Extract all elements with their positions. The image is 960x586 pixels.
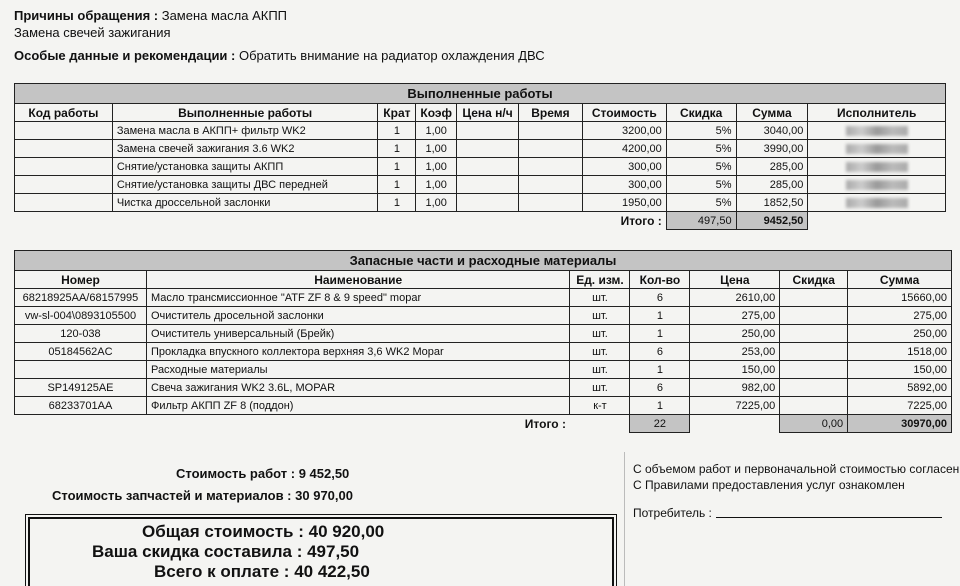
works-cell-koef: 1,00 — [416, 140, 457, 158]
reason-line-2: Замена свечей зажигания — [14, 25, 171, 40]
works-cell-time — [519, 140, 583, 158]
parts-cell-sum: 275,00 — [848, 307, 952, 325]
parts-row — [15, 343, 952, 361]
special-line — [14, 48, 545, 63]
parts-cell-unit: шт. — [570, 307, 630, 325]
parts-cell-num: 120-038 — [15, 325, 147, 343]
works-cell-time — [519, 194, 583, 212]
col-header: Крат — [378, 104, 416, 122]
col-header: Стоимость — [582, 104, 666, 122]
parts-cell-unit: к-т — [570, 397, 630, 415]
summary-works-label: Стоимость работ : — [176, 466, 296, 481]
parts-cell-price: 2610,00 — [690, 289, 780, 307]
works-cell-sum: 285,00 — [736, 158, 808, 176]
parts-cell-sum: 5892,00 — [848, 379, 952, 397]
parts-cell-sum: 250,00 — [848, 325, 952, 343]
parts-total-qty: 22 — [630, 415, 690, 433]
col-header: Номер — [15, 271, 147, 289]
works-cell-price — [457, 140, 519, 158]
total-value: 40 920,00 — [308, 522, 385, 541]
parts-total-discount: 0,00 — [780, 415, 848, 433]
works-cell-code — [15, 158, 113, 176]
col-header: Кол-во — [630, 271, 690, 289]
parts-row — [15, 397, 952, 415]
col-header: Сумма — [848, 271, 952, 289]
reason-line — [14, 8, 287, 23]
works-cell-disc: 5% — [666, 194, 736, 212]
parts-cell-name: Свеча зажигания WK2 3.6L, MOPAR — [146, 379, 570, 397]
redacted-name — [846, 198, 908, 208]
redacted-name — [846, 162, 908, 172]
works-cell-time — [519, 122, 583, 140]
redacted-name — [846, 126, 908, 136]
works-row — [15, 122, 946, 140]
parts-cell-qty: 1 — [630, 325, 690, 343]
col-header: Скидка — [780, 271, 848, 289]
works-cell-price — [457, 194, 519, 212]
works-cell-disc: 5% — [666, 122, 736, 140]
works-cell-cost: 300,00 — [582, 176, 666, 194]
summary-works-value: 9 452,50 — [298, 466, 350, 481]
summary-parts-label: Стоимость запчастей и материалов : — [52, 488, 292, 503]
parts-cell-name: Расходные материалы — [146, 361, 570, 379]
total-line — [142, 522, 384, 542]
parts-cell-sum: 15660,00 — [848, 289, 952, 307]
discount-value: 497,50 — [307, 542, 360, 561]
parts-row — [15, 307, 952, 325]
pay-line — [154, 562, 370, 582]
parts-cell-price: 253,00 — [690, 343, 780, 361]
works-cell-krat: 1 — [378, 176, 416, 194]
works-cell-sum: 3040,00 — [736, 122, 808, 140]
col-header: Цена н/ч — [457, 104, 519, 122]
parts-cell-num: vw-sl-004\0893105500 — [15, 307, 147, 325]
divider — [624, 452, 625, 586]
parts-cell-qty: 1 — [630, 307, 690, 325]
works-row — [15, 194, 946, 212]
pay-label: Всего к оплате : — [154, 562, 290, 581]
works-cell-code — [15, 176, 113, 194]
parts-cell-num: 05184562AC — [15, 343, 147, 361]
parts-cell-name: Очиститель универсальный (Брейк) — [146, 325, 570, 343]
parts-table — [14, 250, 952, 433]
works-cell-code — [15, 140, 113, 158]
works-cell-executor — [808, 122, 946, 140]
works-cell-krat: 1 — [378, 140, 416, 158]
works-cell-price — [457, 122, 519, 140]
works-table — [14, 83, 946, 230]
parts-title: Запасные части и расходные материалы — [15, 251, 952, 271]
parts-cell-disc — [780, 379, 848, 397]
parts-row — [15, 379, 952, 397]
works-cell-executor — [808, 194, 946, 212]
works-cell-koef: 1,00 — [416, 158, 457, 176]
parts-cell-sum: 7225,00 — [848, 397, 952, 415]
works-total-discount: 497,50 — [666, 212, 736, 230]
parts-cell-qty: 6 — [630, 379, 690, 397]
parts-cell-unit: шт. — [570, 289, 630, 307]
works-cell-krat: 1 — [378, 194, 416, 212]
works-cell-time — [519, 158, 583, 176]
works-cell-name: Снятие/установка защиты АКПП — [112, 158, 378, 176]
col-header: Сумма — [736, 104, 808, 122]
works-cell-name: Замена свечей зажигания 3.6 WK2 — [112, 140, 378, 158]
parts-cell-price: 982,00 — [690, 379, 780, 397]
discount-label: Ваша скидка составила : — [92, 542, 303, 561]
works-cell-price — [457, 176, 519, 194]
col-header: Время — [519, 104, 583, 122]
works-total-sum: 9452,50 — [736, 212, 808, 230]
works-title: Выполненные работы — [15, 84, 946, 104]
works-cell-code — [15, 122, 113, 140]
parts-cell-sum: 150,00 — [848, 361, 952, 379]
works-cell-krat: 1 — [378, 158, 416, 176]
parts-cell-disc — [780, 361, 848, 379]
works-cell-koef: 1,00 — [416, 122, 457, 140]
parts-cell-disc — [780, 343, 848, 361]
signature-line — [716, 517, 942, 518]
reason-label: Причины обращения : — [14, 8, 159, 23]
parts-cell-disc — [780, 289, 848, 307]
parts-cell-qty: 1 — [630, 361, 690, 379]
summary-parts — [52, 488, 353, 503]
parts-cell-qty: 6 — [630, 289, 690, 307]
works-cell-krat: 1 — [378, 122, 416, 140]
col-header: Цена — [690, 271, 780, 289]
special-label: Особые данные и рекомендации : — [14, 48, 236, 63]
col-header: Скидка — [666, 104, 736, 122]
col-header: Выполненные работы — [112, 104, 378, 122]
parts-cell-name: Фильтр АКПП ZF 8 (поддон) — [146, 397, 570, 415]
parts-cell-name: Прокладка впускного коллектора верхняя 3,6 WK2 Mopar — [146, 343, 570, 361]
works-cell-executor — [808, 158, 946, 176]
works-cell-sum: 3990,00 — [736, 140, 808, 158]
parts-cell-qty: 1 — [630, 397, 690, 415]
col-header: Ед. изм. — [570, 271, 630, 289]
works-cell-name: Замена масла в АКПП+ фильтр WK2 — [112, 122, 378, 140]
parts-cell-unit: шт. — [570, 379, 630, 397]
parts-cell-name: Масло трансмиссионное "ATF ZF 8 & 9 speed" mopar — [146, 289, 570, 307]
total-label: Общая стоимость : — [142, 522, 304, 541]
col-header: Коэф — [416, 104, 457, 122]
parts-cell-num — [15, 361, 147, 379]
agreement-line-2: С Правилами предоставления услуг ознакомлен — [633, 478, 905, 492]
parts-cell-qty: 6 — [630, 343, 690, 361]
parts-cell-num: 68218925AA/68157995 — [15, 289, 147, 307]
works-row — [15, 158, 946, 176]
works-cell-disc: 5% — [666, 176, 736, 194]
discount-line — [92, 542, 359, 562]
col-header: Код работы — [15, 104, 113, 122]
works-cell-code — [15, 194, 113, 212]
agreement-line-1: С объемом работ и первоначальной стоимостью согласен — [633, 462, 960, 476]
parts-row — [15, 289, 952, 307]
parts-row — [15, 361, 952, 379]
redacted-name — [846, 144, 908, 154]
parts-row — [15, 325, 952, 343]
parts-cell-price: 275,00 — [690, 307, 780, 325]
works-cell-executor — [808, 176, 946, 194]
parts-cell-disc — [780, 397, 848, 415]
parts-cell-price: 250,00 — [690, 325, 780, 343]
works-cell-cost: 300,00 — [582, 158, 666, 176]
pay-value: 40 422,50 — [294, 562, 370, 581]
parts-cell-price: 7225,00 — [690, 397, 780, 415]
redacted-name — [846, 180, 908, 190]
works-cell-executor — [808, 140, 946, 158]
works-cell-disc: 5% — [666, 158, 736, 176]
works-cell-price — [457, 158, 519, 176]
special-value: Обратить внимание на радиатор охлаждения ДВС — [239, 48, 545, 63]
works-cell-cost: 4200,00 — [582, 140, 666, 158]
consumer-label: Потребитель : — [633, 506, 712, 520]
parts-cell-name: Очиститель дросельной заслонки — [146, 307, 570, 325]
works-cell-time — [519, 176, 583, 194]
works-cell-sum: 1852,50 — [736, 194, 808, 212]
col-header: Наименование — [146, 271, 570, 289]
summary-works — [176, 466, 349, 481]
parts-cell-disc — [780, 325, 848, 343]
parts-cell-num: SP149125AE — [15, 379, 147, 397]
reason-value: Замена масла АКПП — [161, 8, 288, 23]
works-cell-cost: 3200,00 — [582, 122, 666, 140]
works-total-label: Итого : — [620, 213, 662, 228]
parts-total-label: Итого : — [524, 416, 566, 431]
works-cell-sum: 285,00 — [736, 176, 808, 194]
parts-cell-disc — [780, 307, 848, 325]
works-cell-name: Чистка дроссельной заслонки — [112, 194, 378, 212]
works-row — [15, 140, 946, 158]
parts-cell-unit: шт. — [570, 361, 630, 379]
works-cell-koef: 1,00 — [416, 194, 457, 212]
parts-cell-unit: шт. — [570, 325, 630, 343]
parts-cell-sum: 1518,00 — [848, 343, 952, 361]
works-cell-disc: 5% — [666, 140, 736, 158]
works-row — [15, 176, 946, 194]
parts-total-sum: 30970,00 — [848, 415, 952, 433]
works-cell-cost: 1950,00 — [582, 194, 666, 212]
works-cell-koef: 1,00 — [416, 176, 457, 194]
parts-cell-num: 68233701AA — [15, 397, 147, 415]
summary-parts-value: 30 970,00 — [295, 488, 353, 503]
parts-cell-unit: шт. — [570, 343, 630, 361]
parts-cell-price: 150,00 — [690, 361, 780, 379]
works-cell-name: Снятие/установка защиты ДВС передней — [112, 176, 378, 194]
col-header: Исполнитель — [808, 104, 946, 122]
